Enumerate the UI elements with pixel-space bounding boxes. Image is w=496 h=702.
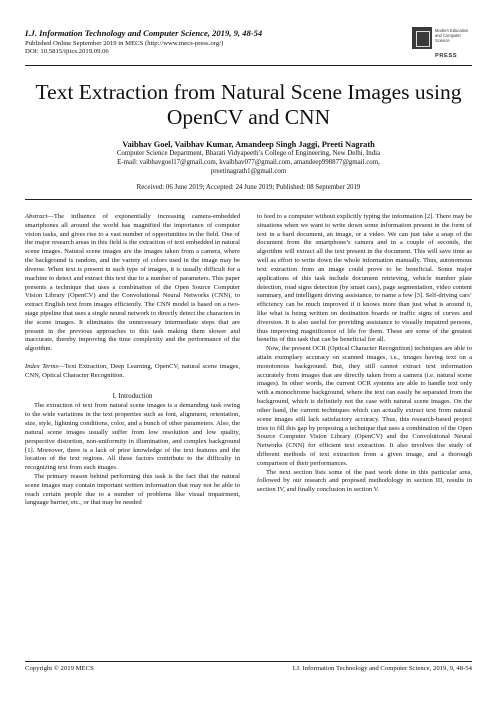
affiliation: Computer Science Department, Bharati Vidyapeeth’s College of Engineering, New Delhi, India — [116, 150, 381, 157]
right-paragraph-2: Now, the present OCR (Optical Character Recognition) techniques are able to attain exemplary accuracy on scanned images, i.e., images having text on a monotonous background. But, they still cannot extract text information accurately from images that are directly taken from a camera (i.e. natural scene images). In other words, the current OCR systems are able to handle text only with a monochrome background, where the text can easily be separated from the background, which is definitely not the case with natural scene images. On the other hand, the current techniques which can actually extract text from natural scene images still lack satisfactory accuracy. Thus, this research-based project tries to fill this gap by proposing a technique that uses a combination of the Open Source Computer Vision Library (OpenCV) and the Convolutional Neural Networks (CNN) for efficient text extraction. It also involves the study of different methods of text extraction from a given image, and a thorough comparison of their performances. — [257, 345, 472, 467]
intro-paragraph-1: The extraction of text from natural scene images is a demanding task owing to the wide variations in the text properties such as font, alignment, orientation, size, style, lightning conditions, color, and a bunch of other parameters. Also, the natural scene images usually suffer from low resolution and low quality, perspective distortion, non-uniformity in illumination, and complex background [1]. Moreover, there is a lack of prior knowledge of the text features and the location of the text regions. All these factors contribute to the difficulty in recognizing text from such images. — [25, 402, 240, 472]
logo-press-text: PRESS — [435, 53, 458, 59]
section-heading-introduction: I. Introduction — [112, 392, 153, 400]
doi-line: DOI: 10.5815/ijitcs.2019.09.06 — [25, 48, 109, 55]
authors: Vaibhav Goel, Vaibhav Kumar, Amandeep Singh Jaggi, Preeti Nagrath — [122, 140, 375, 149]
dates-rule — [25, 199, 472, 200]
footer-copyright: Copyright © 2019 MECS — [25, 665, 94, 672]
intro-paragraph-2: The primary reason behind performing this task is the fact that the natural scene images may contain important written information that may not be able to reach certain people due to a number of problems like visual impairment, language barrier, etc., or that may be needed — [25, 472, 240, 507]
index-terms-text: —Text Extraction, Deep Learning, OpenCV, natural scene images, CNN, Optical Character Recognition. — [25, 363, 240, 379]
index-terms — [25, 363, 240, 381]
footer-rule — [25, 661, 472, 662]
index-terms-label: Index Terms — [25, 363, 59, 370]
journal-header: I.J. Information Technology and Computer Science, 2019, 9, 48-54 — [25, 28, 263, 38]
right-paragraph-3: The next section lists some of the past work done in this particular area, followed by our research and proposed methodology in section III, results in section IV, and finally conclusion in section V. — [257, 468, 472, 494]
paper-title: Text Extraction from Natural Scene Images using OpenCV and CNN — [35, 80, 462, 129]
left-column — [25, 213, 240, 508]
logo-book-icon — [412, 27, 432, 49]
footer-journal: I.J. Information Technology and Computer Science, 2019, 9, 48-54 — [292, 665, 472, 672]
abstract-text: —The influence of exponentially increasing camera-embedded smartphones all around the world has magnified the importance of computer vision tasks, and gives rise to a vast number of opportunities in the field. One of the major research areas in this field is the extraction of text embedded in natural scene images. Natural scene images are the images taken from a camera, where the background is random, and the variety of colors used in the image may be diverse. When text is present in such type of images, it is usually difficult for a machine to detect and extract this text due to a number of parameters. This paper presents a technique that uses a combination of the Open Source Computer Vision Library (OpenCV) and the Convolutional Neural Networks (CNN), to extract English text from images efficiently. The CNN model is based on a two-stage pipeline that uses a single neural network to directly detect the characters in the scene images. It eliminates the unnecessary intermediate steps that are present in the previous approaches to this task making them slower and inaccurate, thereby improving the time complexity and the performance of the algorithm. — [25, 213, 240, 353]
abstract-label: Abstract — [25, 213, 48, 220]
abstract — [25, 213, 240, 354]
emails-line-1: E-mail: vaibhavgoel17@gmail.com, kvaibhav077@gmail.com, amandeep998877@gmail.com, — [117, 159, 380, 166]
header-rule — [25, 65, 472, 66]
published-online-line: Published Online September 2019 in MECS (http://www.mecs-press.org/) — [25, 40, 224, 47]
right-column — [257, 213, 472, 495]
right-paragraph-1: to feed to a computer without explicitly typing the information [2]. There may be situations when we want to write down some information present in the form of text in a hard document, an image, or a video. We can just take a snap of the document from the smartphone’s camera and in a couple of seconds, the algorithm will extract all the text present in the document. This will save time as well as effort to write down the whole information manually. Thus, autonomous text extraction from an image could prove to be beneficial. Some major applications of this task include document retrieving, vehicle number plate detection, road signs detection (by smart cars), page segmentation, video content summary, and intelligent driving assistance, to name a few [3]. Self-driving cars’ efficiency can be much improved if it knows more than just what is around it, like what is being written on destination boards or traffic signs of curves and diversion. It is also useful for providing assistance to visually impaired persons, thus improving magnificence of life for them. These are some of the greatest benefits of this task that can be beneficial for all. — [257, 213, 472, 344]
emails-line-2: preetinagrath1@gmail.com — [210, 168, 287, 175]
dates-line: Received: 06 June 2019; Accepted: 24 June 2019; Published: 08 September 2019 — [136, 184, 361, 191]
publisher-logo — [412, 27, 474, 69]
logo-text: Modern Education and Computer Science — [435, 28, 469, 44]
